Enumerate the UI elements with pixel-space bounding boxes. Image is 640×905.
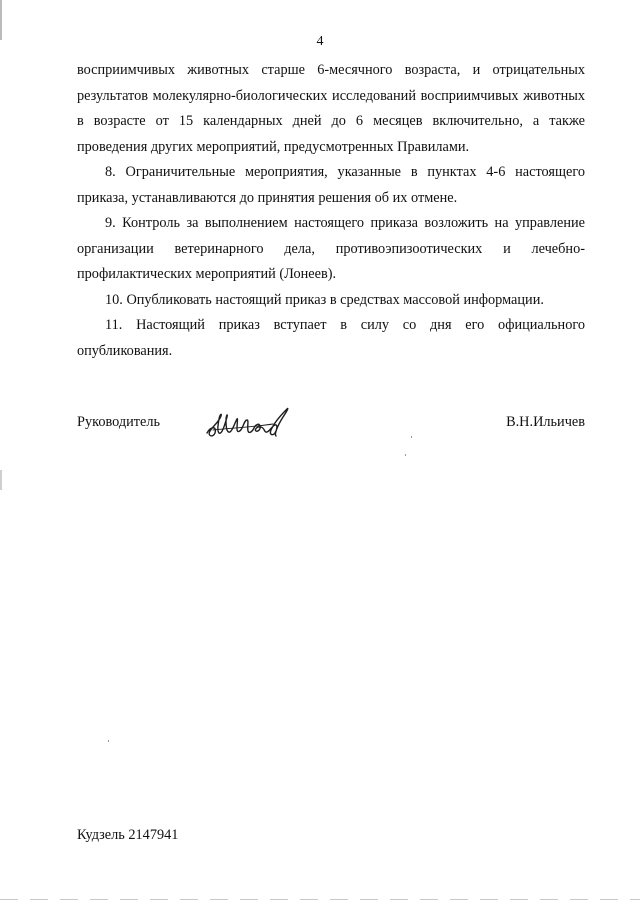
paragraph-continuation: восприимчивых животных старше 6-месячного возраста, и отрицательных результатов молекулярно-биологических исследований восприимчивых животных в возрасте от 15 календарных дней до 6 месяцев включительно, а также проведения других мероприятий, предусмотренных Правилами.: [77, 62, 585, 155]
handwritten-signature: [203, 402, 299, 442]
signature-block: [77, 402, 585, 442]
scan-edge-mark: [0, 0, 2, 905]
scan-speck: [108, 740, 109, 742]
paragraph-8: 8. Ограничительные мероприятия, указанные в пунктах 4-6 настоящего приказа, устанавливаются до принятия решения об их отмене.: [77, 164, 585, 206]
page-number: 4: [316, 34, 324, 49]
paragraph-10: 10. Опубликовать настоящий приказ в средствах массовой информации.: [105, 291, 544, 308]
signatory-role: Руководитель: [77, 414, 161, 430]
executor-footer: Кудзель 2147941: [77, 827, 179, 843]
paragraph-9: 9. Контроль за выполнением настоящего приказа возложить на управление организации ветеринарного дела, противоэпизоотических и лечебно-профилактических мероприятий (Лонеев).: [77, 215, 585, 282]
scan-bottom-edge: [0, 899, 640, 900]
paragraph-11: 11. Настоящий приказ вступает в силу со дня его официального опубликования.: [77, 317, 585, 359]
scan-speck: [411, 436, 412, 438]
signatory-name: В.Н.Ильичев: [506, 414, 585, 430]
document-body: [77, 58, 585, 364]
scan-speck: [405, 454, 406, 456]
